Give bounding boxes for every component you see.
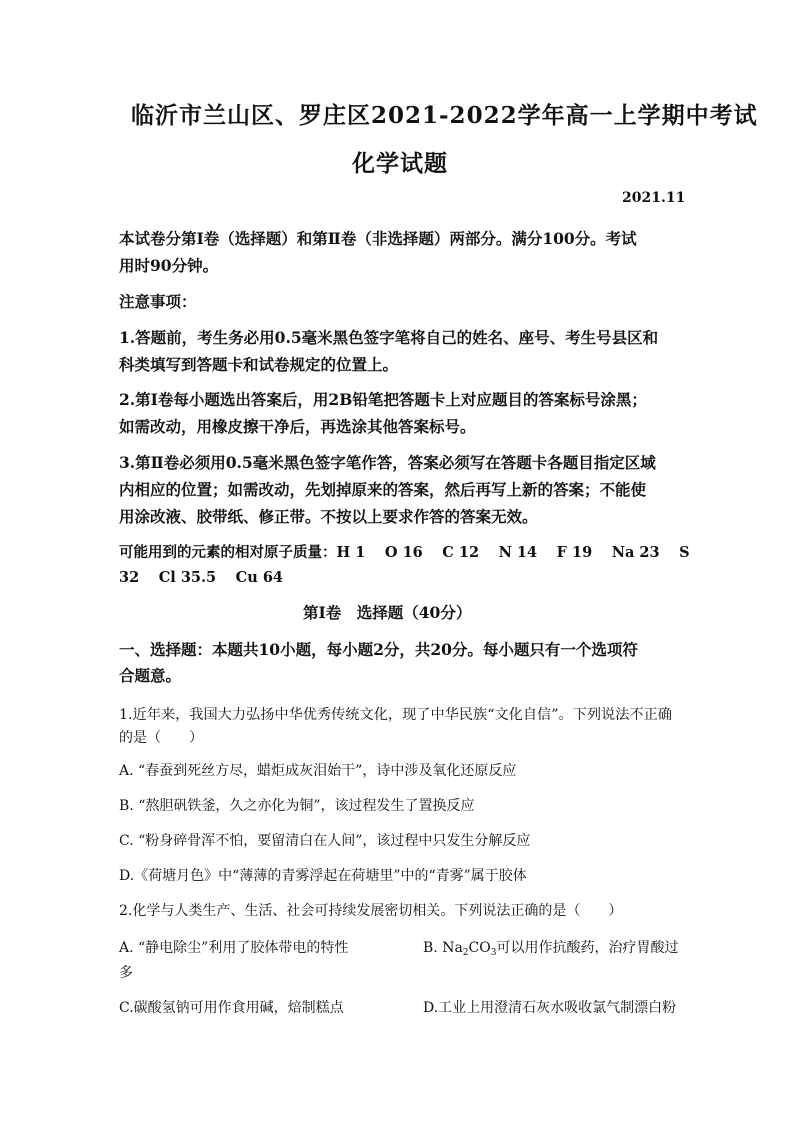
exam-subject: 化学试题 [352, 150, 448, 177]
atomic-mass-line-2: 32 Cl 35.5 Cu 64 [119, 569, 283, 586]
note-1-line-1: 1.答题前，考生务必用0.5毫米黑色签字笔将自己的姓名、座号、考生号县区和 [119, 328, 659, 347]
q2-option-b-prefix: B. Na [423, 940, 463, 956]
notes-heading: 注意事项： [119, 292, 197, 311]
q1-option-c: C. “粉身碎骨浑不怕，要留清白在人间”，该过程中只发生分解反应 [119, 833, 531, 849]
q2-option-b-subscript-2: 3 [490, 948, 497, 958]
q2-option-b-text: 可以用作抗酸药，治疗胃酸过 [496, 940, 679, 956]
q2-option-b [423, 937, 678, 958]
exam-date: 2021.11 [622, 190, 686, 206]
note-2-line-2: 如需改动，用橡皮擦干净后，再选涂其他答案标号。 [119, 417, 476, 436]
q2-option-c: C.碳酸氢钠可用作食用碱，焙制糕点 [119, 1000, 344, 1016]
q1-option-d: D.《荷塘月色》中“薄薄的青雾浮起在荷塘里”中的“青雾”属于胶体 [119, 868, 527, 884]
note-3-line-2: 内相应的位置；如需改动，先划掉原来的答案，然后再写上新的答案；不能使 [119, 480, 647, 499]
note-1-line-2: 科类填写到答题卡和试卷规定的位置上。 [119, 355, 399, 374]
q2-option-b-continued: 多 [119, 965, 133, 981]
atomic-mass-line-1: 可能用到的元素的相对原子质量：H 1 O 16 C 12 N 14 F 19 Na 23 S [119, 544, 690, 561]
q1-stem-line-2: 的是（ ） [119, 730, 203, 746]
section-title: 第Ⅰ卷 选择题（40分） [303, 603, 472, 622]
exam-title: 临沂市兰山区、罗庄区2021-2022学年高一上学期中考试 [131, 102, 758, 129]
section-instruction-line-2: 合题意。 [119, 666, 182, 685]
section-instruction-line-1: 一、选择题：本题共10小题，每小题2分，共20分。每小题只有一个选项符 [119, 640, 638, 659]
q2-option-a: A. “静电除尘”利用了胶体带电的特性 [119, 940, 349, 956]
q2-option-d: D.工业上用澄清石灰水吸收氯气制漂白粉 [423, 1000, 677, 1016]
note-3-line-3: 用涂改液、胶带纸、修正带。不按以上要求作答的答案无效。 [119, 507, 538, 526]
note-2-line-1: 2.第Ⅰ卷每小题选出答案后，用2B铅笔把答题卡上对应题目的答案标号涂黑； [119, 390, 647, 409]
q2-option-b-formula: CO [468, 940, 491, 956]
intro-line-1: 本试卷分第Ⅰ卷（选择题）和第Ⅱ卷（非选择题）两部分。满分100分。考试 [119, 229, 637, 248]
q2-stem: 2.化学与人类生产、生活、社会可持续发展密切相关。下列说法正确的是（ ） [119, 903, 623, 919]
q1-option-a: A. “春蚕到死丝方尽，蜡炬成灰泪始干”，诗中涉及氧化还原反应 [119, 763, 517, 779]
note-3-line-1: 3.第Ⅱ卷必须用0.5毫米黑色签字笔作答，答案必须写在答题卡各题目指定区域 [119, 453, 656, 472]
intro-line-2: 用时90分钟。 [119, 256, 219, 275]
q1-stem-line-1: 1.近年来，我国大力弘扬中华优秀传统文化，现了中华民族“文化自信”。下列说法不正确 [119, 707, 672, 723]
q2-option-b-subscript-1: 2 [462, 948, 469, 958]
q1-option-b: B. “熬胆矾铁釜，久之亦化为铜”，该过程发生了置换反应 [119, 798, 475, 814]
